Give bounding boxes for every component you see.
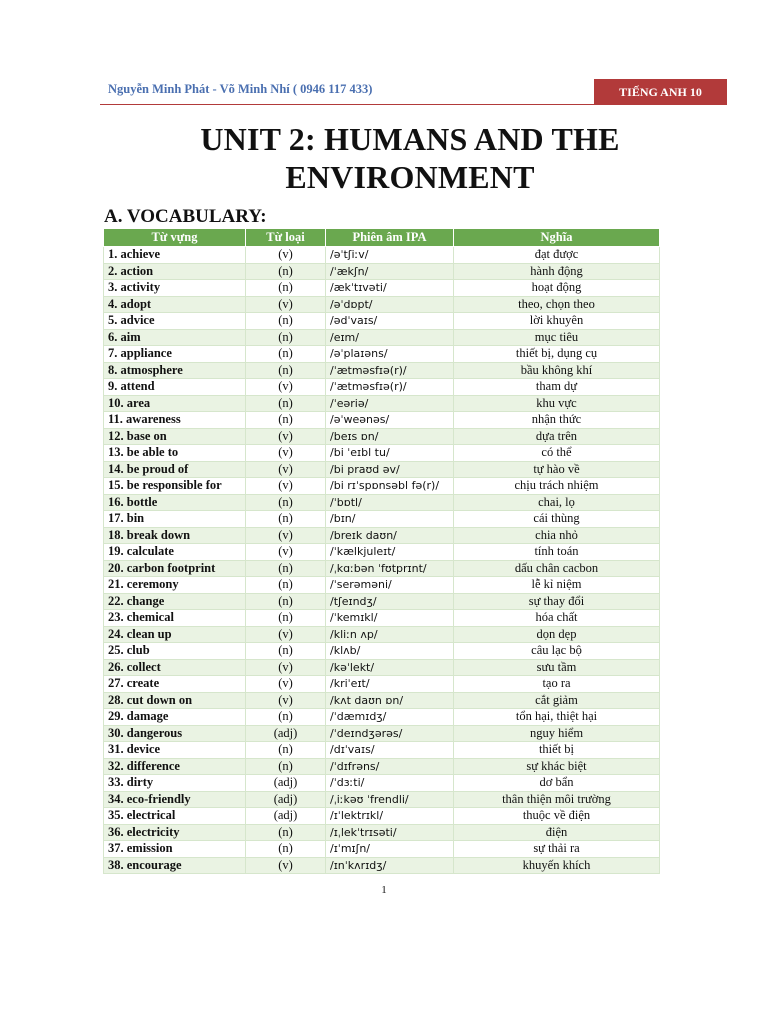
- ipa-cell: /əˈplaɪəns/: [326, 346, 454, 363]
- part-of-speech-cell: (adj): [246, 791, 326, 808]
- table-row: [104, 511, 660, 528]
- table-header-row: [104, 229, 660, 247]
- part-of-speech-cell: (n): [246, 841, 326, 858]
- page-number: 1: [381, 884, 387, 896]
- word-cell: 18. break down: [104, 527, 246, 544]
- meaning-cell: lễ kỉ niệm: [454, 577, 660, 594]
- meaning-cell: tham dự: [454, 379, 660, 396]
- ipa-cell: /kriˈeɪt/: [326, 676, 454, 693]
- ipa-cell: /bɪn/: [326, 511, 454, 528]
- table-row: [104, 659, 660, 676]
- header-author: Nguyễn Minh Phát - Võ Minh Nhí ( 0946 117 433): [108, 82, 373, 96]
- header-divider: [100, 104, 656, 105]
- meaning-cell: dấu chân cacbon: [454, 560, 660, 577]
- word-cell: 35. electrical: [104, 808, 246, 825]
- word-cell: 2. action: [104, 263, 246, 280]
- word-cell: 13. be able to: [104, 445, 246, 462]
- column-header-pos: Từ loại: [246, 229, 326, 247]
- meaning-cell: hoạt động: [454, 280, 660, 297]
- meaning-cell: chịu trách nhiệm: [454, 478, 660, 495]
- meaning-cell: sự thải ra: [454, 841, 660, 858]
- part-of-speech-cell: (v): [246, 478, 326, 495]
- part-of-speech-cell: (v): [246, 428, 326, 445]
- word-cell: 8. atmosphere: [104, 362, 246, 379]
- table-row: [104, 676, 660, 693]
- table-row: [104, 577, 660, 594]
- ipa-cell: /bi rɪˈspɒnsəbl fə(r)/: [326, 478, 454, 495]
- ipa-cell: /ˌiːkəʊ ˈfrendli/: [326, 791, 454, 808]
- part-of-speech-cell: (n): [246, 346, 326, 363]
- table-row: [104, 280, 660, 297]
- column-header-word: Từ vựng: [104, 229, 246, 247]
- part-of-speech-cell: (n): [246, 263, 326, 280]
- table-row: [104, 445, 660, 462]
- word-cell: 32. difference: [104, 758, 246, 775]
- word-cell: 17. bin: [104, 511, 246, 528]
- table-row: [104, 692, 660, 709]
- part-of-speech-cell: (n): [246, 329, 326, 346]
- ipa-cell: /kʌt daʊn ɒn/: [326, 692, 454, 709]
- ipa-cell: /bi praʊd əv/: [326, 461, 454, 478]
- part-of-speech-cell: (adj): [246, 808, 326, 825]
- table-row: [104, 857, 660, 874]
- ipa-cell: /əˈweənəs/: [326, 412, 454, 429]
- table-row: [104, 428, 660, 445]
- part-of-speech-cell: (n): [246, 313, 326, 330]
- table-row: [104, 775, 660, 792]
- table-row: [104, 758, 660, 775]
- meaning-cell: bầu không khí: [454, 362, 660, 379]
- meaning-cell: thân thiện môi trường: [454, 791, 660, 808]
- ipa-cell: /dɪˈvaɪs/: [326, 742, 454, 759]
- word-cell: 24. clean up: [104, 626, 246, 643]
- meaning-cell: sự thay đổi: [454, 593, 660, 610]
- table-row: [104, 296, 660, 313]
- word-cell: 11. awareness: [104, 412, 246, 429]
- ipa-cell: /əˈtʃiːv/: [326, 247, 454, 264]
- ipa-cell: /ˈætməsfɪə(r)/: [326, 362, 454, 379]
- meaning-cell: mục tiêu: [454, 329, 660, 346]
- meaning-cell: có thể: [454, 445, 660, 462]
- word-cell: 23. chemical: [104, 610, 246, 627]
- word-cell: 15. be responsible for: [104, 478, 246, 495]
- meaning-cell: thiết bị: [454, 742, 660, 759]
- table-row: [104, 643, 660, 660]
- title-line-2: ENVIRONMENT: [285, 159, 535, 195]
- part-of-speech-cell: (n): [246, 577, 326, 594]
- word-cell: 33. dirty: [104, 775, 246, 792]
- part-of-speech-cell: (v): [246, 659, 326, 676]
- part-of-speech-cell: (n): [246, 742, 326, 759]
- meaning-cell: chia nhỏ: [454, 527, 660, 544]
- word-cell: 19. calculate: [104, 544, 246, 561]
- part-of-speech-cell: (n): [246, 824, 326, 841]
- ipa-cell: /ækˈtɪvəti/: [326, 280, 454, 297]
- table-row: [104, 544, 660, 561]
- part-of-speech-cell: (n): [246, 511, 326, 528]
- part-of-speech-cell: (n): [246, 362, 326, 379]
- meaning-cell: sự khác biệt: [454, 758, 660, 775]
- part-of-speech-cell: (n): [246, 758, 326, 775]
- table-row: [104, 610, 660, 627]
- ipa-cell: /tʃeɪndʒ/: [326, 593, 454, 610]
- part-of-speech-cell: (v): [246, 544, 326, 561]
- table-row: [104, 824, 660, 841]
- meaning-cell: dơ bẩn: [454, 775, 660, 792]
- ipa-cell: /ˈbɒtl/: [326, 494, 454, 511]
- ipa-cell: /ˈdæmɪdʒ/: [326, 709, 454, 726]
- word-cell: 31. device: [104, 742, 246, 759]
- part-of-speech-cell: (adj): [246, 775, 326, 792]
- table-row: [104, 626, 660, 643]
- word-cell: 5. advice: [104, 313, 246, 330]
- part-of-speech-cell: (n): [246, 280, 326, 297]
- meaning-cell: theo, chọn theo: [454, 296, 660, 313]
- column-header-meaning: Nghĩa: [454, 229, 660, 247]
- ipa-cell: /əˈdɒpt/: [326, 296, 454, 313]
- meaning-cell: tổn hại, thiệt hại: [454, 709, 660, 726]
- part-of-speech-cell: (n): [246, 709, 326, 726]
- part-of-speech-cell: (v): [246, 857, 326, 874]
- ipa-cell: /ˈdeɪndʒərəs/: [326, 725, 454, 742]
- word-cell: 21. ceremony: [104, 577, 246, 594]
- word-cell: 16. bottle: [104, 494, 246, 511]
- ipa-cell: /breɪk daʊn/: [326, 527, 454, 544]
- word-cell: 6. aim: [104, 329, 246, 346]
- part-of-speech-cell: (v): [246, 692, 326, 709]
- ipa-cell: /ˈdɜːti/: [326, 775, 454, 792]
- meaning-cell: hành động: [454, 263, 660, 280]
- table-row: [104, 494, 660, 511]
- subject-badge: TIẾNG ANH 10: [594, 79, 727, 105]
- part-of-speech-cell: (n): [246, 610, 326, 627]
- part-of-speech-cell: (adj): [246, 725, 326, 742]
- part-of-speech-cell: (v): [246, 247, 326, 264]
- ipa-cell: /ˈækʃn/: [326, 263, 454, 280]
- part-of-speech-cell: (v): [246, 676, 326, 693]
- word-cell: 22. change: [104, 593, 246, 610]
- part-of-speech-cell: (v): [246, 461, 326, 478]
- meaning-cell: hóa chất: [454, 610, 660, 627]
- meaning-cell: cắt giảm: [454, 692, 660, 709]
- part-of-speech-cell: (v): [246, 445, 326, 462]
- meaning-cell: đạt được: [454, 247, 660, 264]
- ipa-cell: /kliːn ʌp/: [326, 626, 454, 643]
- ipa-cell: /ˈkælkjuleɪt/: [326, 544, 454, 561]
- table-row: [104, 263, 660, 280]
- table-row: [104, 742, 660, 759]
- word-cell: 38. encourage: [104, 857, 246, 874]
- part-of-speech-cell: (n): [246, 560, 326, 577]
- part-of-speech-cell: (v): [246, 379, 326, 396]
- ipa-cell: /eɪm/: [326, 329, 454, 346]
- meaning-cell: dọn dẹp: [454, 626, 660, 643]
- ipa-cell: /klʌb/: [326, 643, 454, 660]
- ipa-cell: /ɪˌlekˈtrɪsəti/: [326, 824, 454, 841]
- title-line-1: UNIT 2: HUMANS AND THE: [200, 121, 620, 157]
- table-row: [104, 313, 660, 330]
- word-cell: 9. attend: [104, 379, 246, 396]
- ipa-cell: /ˈkemɪkl/: [326, 610, 454, 627]
- table-row: [104, 362, 660, 379]
- part-of-speech-cell: (n): [246, 395, 326, 412]
- ipa-cell: /ɪˈlektrɪkl/: [326, 808, 454, 825]
- word-cell: 1. achieve: [104, 247, 246, 264]
- ipa-cell: /ˈeəriə/: [326, 395, 454, 412]
- ipa-cell: /ˈdɪfrəns/: [326, 758, 454, 775]
- section-heading: A. VOCABULARY:: [104, 206, 267, 227]
- meaning-cell: nhận thức: [454, 412, 660, 429]
- meaning-cell: chai, lọ: [454, 494, 660, 511]
- table-row: [104, 560, 660, 577]
- table-row: [104, 725, 660, 742]
- word-cell: 28. cut down on: [104, 692, 246, 709]
- word-cell: 3. activity: [104, 280, 246, 297]
- table-row: [104, 461, 660, 478]
- table-row: [104, 247, 660, 264]
- ipa-cell: /ədˈvaɪs/: [326, 313, 454, 330]
- meaning-cell: sưu tầm: [454, 659, 660, 676]
- meaning-cell: tạo ra: [454, 676, 660, 693]
- ipa-cell: /kəˈlekt/: [326, 659, 454, 676]
- table-row: [104, 593, 660, 610]
- ipa-cell: /ˈætməsfɪə(r)/: [326, 379, 454, 396]
- meaning-cell: thiết bị, dụng cụ: [454, 346, 660, 363]
- meaning-cell: dựa trên: [454, 428, 660, 445]
- meaning-cell: thuộc về điện: [454, 808, 660, 825]
- meaning-cell: tính toán: [454, 544, 660, 561]
- ipa-cell: /ˌkɑːbən ˈfʊtprɪnt/: [326, 560, 454, 577]
- word-cell: 26. collect: [104, 659, 246, 676]
- meaning-cell: khuyến khích: [454, 857, 660, 874]
- ipa-cell: /ɪˈmɪʃn/: [326, 841, 454, 858]
- part-of-speech-cell: (n): [246, 412, 326, 429]
- word-cell: 14. be proud of: [104, 461, 246, 478]
- meaning-cell: điện: [454, 824, 660, 841]
- vocabulary-table: [103, 228, 660, 874]
- ipa-cell: /beɪs ɒn/: [326, 428, 454, 445]
- word-cell: 34. eco-friendly: [104, 791, 246, 808]
- ipa-cell: /ɪnˈkʌrɪdʒ/: [326, 857, 454, 874]
- word-cell: 10. area: [104, 395, 246, 412]
- part-of-speech-cell: (n): [246, 643, 326, 660]
- page-title: [100, 120, 720, 196]
- part-of-speech-cell: (v): [246, 527, 326, 544]
- word-cell: 20. carbon footprint: [104, 560, 246, 577]
- word-cell: 7. appliance: [104, 346, 246, 363]
- table-row: [104, 841, 660, 858]
- table-row: [104, 808, 660, 825]
- word-cell: 30. dangerous: [104, 725, 246, 742]
- word-cell: 37. emission: [104, 841, 246, 858]
- table-row: [104, 791, 660, 808]
- word-cell: 36. electricity: [104, 824, 246, 841]
- word-cell: 25. club: [104, 643, 246, 660]
- meaning-cell: khu vực: [454, 395, 660, 412]
- part-of-speech-cell: (n): [246, 494, 326, 511]
- table-row: [104, 379, 660, 396]
- meaning-cell: cái thùng: [454, 511, 660, 528]
- word-cell: 29. damage: [104, 709, 246, 726]
- meaning-cell: câu lạc bộ: [454, 643, 660, 660]
- table-row: [104, 527, 660, 544]
- part-of-speech-cell: (v): [246, 626, 326, 643]
- word-cell: 12. base on: [104, 428, 246, 445]
- part-of-speech-cell: (n): [246, 593, 326, 610]
- word-cell: 4. adopt: [104, 296, 246, 313]
- table-body: [104, 247, 660, 874]
- table-row: [104, 412, 660, 429]
- ipa-cell: /ˈserəməni/: [326, 577, 454, 594]
- meaning-cell: lời khuyên: [454, 313, 660, 330]
- table-row: [104, 329, 660, 346]
- table-row: [104, 709, 660, 726]
- ipa-cell: /bi ˈeɪbl tu/: [326, 445, 454, 462]
- table-row: [104, 478, 660, 495]
- column-header-ipa: Phiên âm IPA: [326, 229, 454, 247]
- part-of-speech-cell: (v): [246, 296, 326, 313]
- meaning-cell: nguy hiểm: [454, 725, 660, 742]
- table-row: [104, 346, 660, 363]
- meaning-cell: tự hào về: [454, 461, 660, 478]
- word-cell: 27. create: [104, 676, 246, 693]
- table-row: [104, 395, 660, 412]
